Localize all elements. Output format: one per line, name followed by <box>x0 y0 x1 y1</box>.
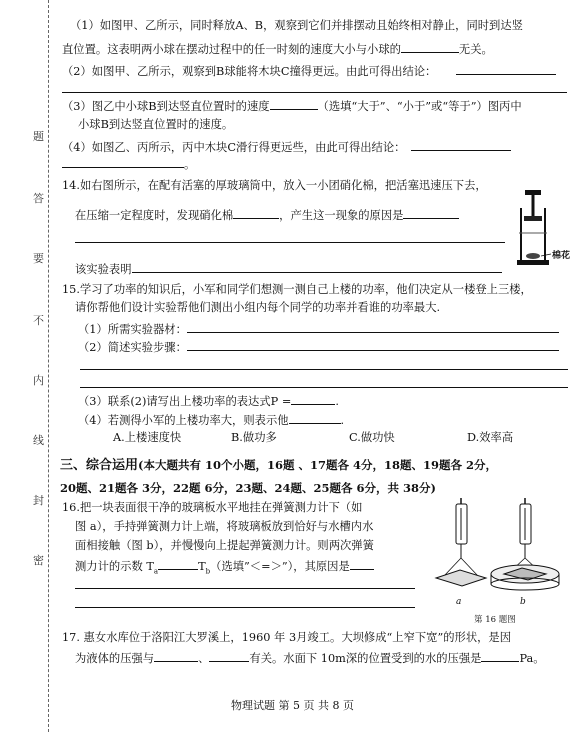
section-3-heading: 三、综合运用(本大题共有 10个小题，16题 、17题各 4分，18题、19题各 2分， <box>60 458 497 473</box>
answer-blank[interactable] <box>233 206 279 219</box>
spring-scale-figure <box>422 496 572 608</box>
margin-char: 线 <box>33 434 44 447</box>
margin-char: 封 <box>33 494 44 507</box>
q-top-line-2: 直位置。这表明两小球在摆动过程中的任一时刻的速度大小与小球的 无关。 <box>62 40 493 58</box>
answer-line[interactable] <box>75 242 505 243</box>
answer-blank[interactable] <box>62 155 184 168</box>
q15-line-3: （1）所需实验器材： <box>78 320 559 338</box>
figure-label-a: a <box>456 597 462 607</box>
answer-blank[interactable] <box>456 62 556 75</box>
answer-line[interactable] <box>75 588 415 589</box>
q15-line-6: （4）若测得小军的上楼功率大，则表示他 . <box>78 411 344 429</box>
figure-caption: 第 16 题图 <box>474 615 516 625</box>
section-3-points: 20题、21题各 3分，22题 6分，23题、24题、25题各 6分，共 38分) <box>60 481 436 495</box>
answer-blank[interactable] <box>158 557 198 570</box>
option-d[interactable]: D.效率高 <box>467 431 514 444</box>
q14-line-2: 在压缩一定程度时，发现硝化棉 ，产生这一现象的原因是 <box>75 206 459 224</box>
answer-blank[interactable] <box>291 392 335 405</box>
q16-line-1: 16.把一块表面很干净的玻璃板水平地挂在弹簧测力计下（如 <box>62 501 363 514</box>
q15-options <box>113 430 513 446</box>
answer-blank[interactable] <box>154 649 198 662</box>
margin-char: 要 <box>33 252 44 265</box>
answer-blank[interactable] <box>209 649 249 662</box>
q-top-line-7: 。 <box>62 155 195 173</box>
q15-line-2: 请你帮他们设计实验帮他们测出小组内每个同学的功率并看谁的功率最大. <box>75 301 441 314</box>
option-c[interactable]: C.做功快 <box>349 431 395 444</box>
answer-blank[interactable] <box>411 138 511 151</box>
q15-line-4: （2）简述实验步骤： <box>78 338 559 356</box>
q-top-line-1: （1）如图甲、乙所示，同时释放A、B，观察到它们并排摆动且始终相对静止，同时到达竖 <box>70 19 523 32</box>
answer-line[interactable] <box>80 387 568 388</box>
answer-blank[interactable] <box>187 320 559 333</box>
answer-blank[interactable] <box>403 206 459 219</box>
piston-cylinder-figure <box>505 188 575 278</box>
answer-line[interactable] <box>75 607 415 608</box>
answer-blank[interactable] <box>350 557 374 570</box>
q16-line-2: 图 a），手持弹簧测力计上端，将玻璃板放到恰好与水槽内水 <box>75 520 374 533</box>
answer-blank[interactable] <box>187 338 559 351</box>
q14-line-3: 该实验表明 <box>75 260 502 278</box>
q17-line-2: 为液体的压强与 、 有关。水面下 10m深的位置受到的水的压强是 Pa。 <box>75 649 545 667</box>
margin-char: 不 <box>33 314 44 327</box>
q-top-line-4: （3）图乙中小球B到达竖直位置时的速度 （选填“大于”、“小于”或“等于”）图丙中 <box>62 97 522 115</box>
margin-char: 题 <box>33 130 44 143</box>
binding-margin-line <box>48 0 49 732</box>
q17-line-1: 17. 惠女水库位于洛阳江大罗溪上，1960 年 3月竣工。大坝修成“上窄下宽”的形状，是因 <box>62 631 512 644</box>
q15-line-1: 15.学习了功率的知识后，小军和同学们想测一测自己上楼的功率，他们决定从一楼登上三楼， <box>62 283 532 296</box>
answer-blank[interactable] <box>289 411 341 424</box>
page-footer: 物理试题 第 5 页 共 8 页 <box>231 699 354 712</box>
figure-label-cotton: 棉花 <box>552 251 571 261</box>
q16-line-3: 面相接触（图 b），并慢慢向上提起弹簧测力计。则两次弹簧 <box>75 539 374 552</box>
q-top-line-3: （2）如图甲、乙所示，观察到B球能将木块C撞得更远。由此可得出结论： <box>62 62 556 80</box>
margin-char: 答 <box>33 192 44 205</box>
answer-blank[interactable] <box>481 649 519 662</box>
answer-blank[interactable] <box>132 260 502 273</box>
q15-line-5: （3）联系(2)请写出上楼功率的表达式P = . <box>78 392 339 410</box>
option-a[interactable]: A.上楼速度快 <box>113 431 182 444</box>
margin-char: 密 <box>33 554 44 567</box>
section-title: 三、综合运用 <box>60 458 139 473</box>
q14-line-1: 14.如右图所示，在配有活塞的厚玻璃筒中，放入一小团硝化棉，把活塞迅速压下去， <box>62 179 487 192</box>
answer-blank[interactable] <box>401 40 459 53</box>
q-top-line-5: 小球B到达竖直位置时的速度。 <box>78 118 234 131</box>
answer-line[interactable] <box>80 369 568 370</box>
option-b[interactable]: B.做功多 <box>231 431 277 444</box>
q16-line-4: 测力计的示数 $T_a$ $T_b$（选填”＜=＞”），其原因是 <box>75 557 374 579</box>
figure-label-b: b <box>520 597 526 607</box>
answer-blank[interactable] <box>270 97 318 110</box>
q-top-line-6: （4）如图乙、丙所示，丙中木块C滑行得更远些，由此可得出结论： <box>62 138 511 156</box>
margin-char: 内 <box>33 374 44 387</box>
answer-line[interactable] <box>62 92 567 93</box>
